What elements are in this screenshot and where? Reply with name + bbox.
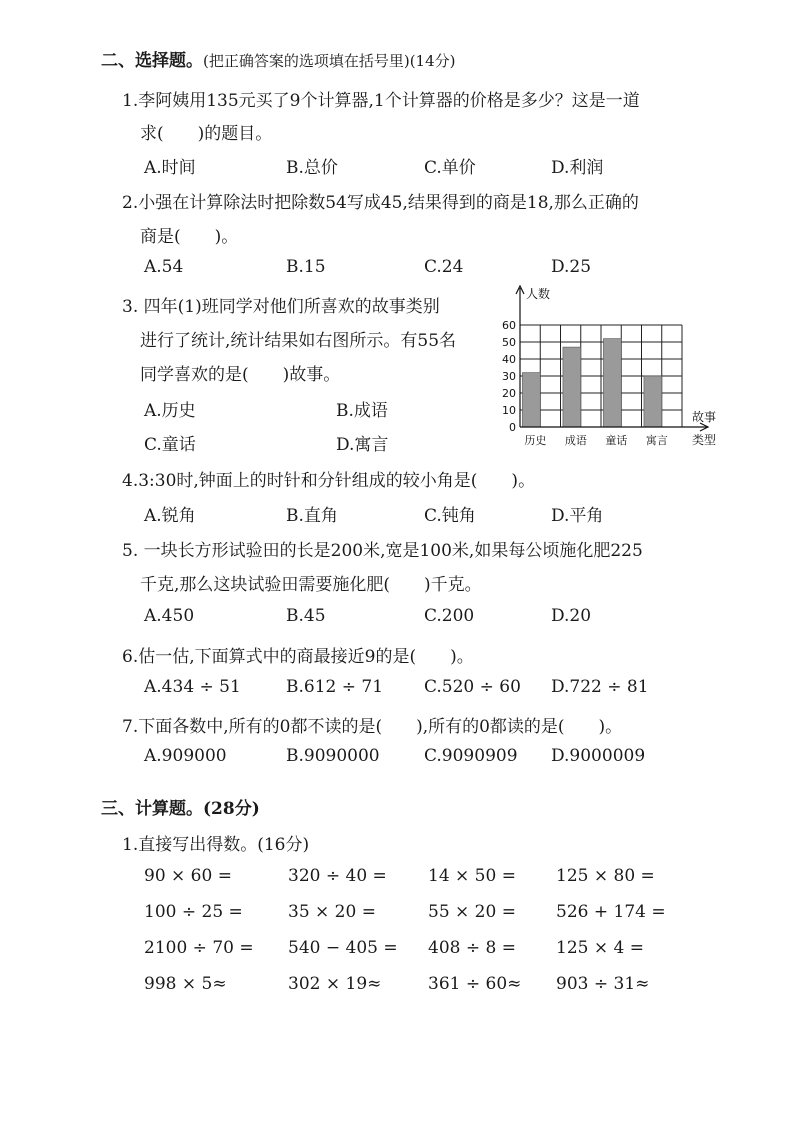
question-2-option-c: C.24 [424, 257, 464, 277]
calc-r2-c4: 526 + 174 = [556, 902, 666, 922]
x-axis-title-line-1: 故事 [692, 410, 717, 424]
calc-r3-c2: 540 − 405 = [288, 938, 398, 958]
y-axis-title: 人数 [526, 287, 551, 301]
calc-r2-c1: 100 ÷ 25 = [144, 902, 243, 922]
question-5-option-a: A.450 [144, 606, 195, 626]
calc-r1-c3: 14 × 50 = [428, 866, 516, 886]
section-two-heading [101, 46, 456, 71]
x-tick-label: 童话 [605, 434, 628, 447]
x-tick-label: 寓言 [645, 434, 668, 447]
question-4-option-c: C.钝角 [424, 506, 476, 526]
y-tick-label: 60 [502, 319, 516, 332]
x-tick-label: 成语 [564, 434, 587, 447]
question-5-option-c: C.200 [424, 606, 475, 626]
question-2-option-d: D.25 [551, 257, 592, 277]
story-preference-bar-chart [486, 280, 722, 456]
question-3-option-c: C.童话 [144, 435, 196, 455]
question-7-option-c: C.9090909 [424, 746, 518, 766]
question-3-option-b: B.成语 [336, 401, 388, 421]
calc-r3-c4: 125 × 4 = [556, 938, 644, 958]
question-6-option-b: B.612 ÷ 71 [286, 677, 384, 697]
calc-r2-c2: 35 × 20 = [288, 902, 376, 922]
question-1-line-1: 1.李阿姨用135元买了9个计算器,1个计算器的价格是多少？这是一道 [122, 91, 640, 111]
bar-3 [603, 339, 621, 427]
question-1-option-b: B.总价 [286, 158, 338, 178]
x-axis-title-line-2: 类型 [692, 433, 717, 447]
y-tick-label: 40 [502, 353, 516, 366]
question-7-line-1: 7.下面各数中,所有的0都不读的是( ),所有的0都读的是( )。 [122, 717, 623, 737]
calc-r3-c1: 2100 ÷ 70 = [144, 938, 254, 958]
calc-r3-c3: 408 ÷ 8 = [428, 938, 516, 958]
question-2-option-b: B.15 [286, 257, 326, 277]
question-4-option-b: B.直角 [286, 506, 338, 526]
calc-r4-c3: 361 ÷ 60≈ [428, 974, 522, 994]
question-5-line-1: 5. 一块长方形试验田的长是200米,宽是100米,如果每公顷施化肥225 [122, 541, 643, 561]
question-7-option-a: A.909000 [144, 746, 227, 766]
question-3-line-2: 进行了统计,统计结果如右图所示。有55名 [140, 331, 457, 351]
question-5-line-2: 千克,那么这块试验田需要施化肥( )千克。 [140, 575, 482, 595]
bar-1 [522, 373, 540, 427]
question-3-line-3: 同学喜欢的是( )故事。 [140, 365, 341, 385]
question-6-option-d: D.722 ÷ 81 [551, 677, 649, 697]
question-1-option-c: C.单价 [424, 158, 476, 178]
question-1-option-a: A.时间 [144, 158, 196, 178]
section-three-subtitle: 1.直接写出得数。(16分) [122, 835, 310, 855]
question-2-line-2: 商是( )。 [140, 227, 239, 247]
question-2-option-a: A.54 [144, 257, 184, 277]
y-tick-label: 50 [502, 336, 516, 349]
calc-r4-c2: 302 × 19≈ [288, 974, 382, 994]
section-two-note: (把正确答案的选项填在括号里)(14分) [203, 52, 456, 70]
calc-r1-c2: 320 ÷ 40 = [288, 866, 387, 886]
y-tick-label: 20 [502, 387, 516, 400]
question-6-line-1: 6.估一估,下面算式中的商最接近9的是( )。 [122, 647, 474, 667]
section-two-title: 二、选择题。 [101, 51, 203, 71]
question-4-option-d: D.平角 [551, 506, 604, 526]
bar-2 [563, 347, 581, 427]
calc-r4-c4: 903 ÷ 31≈ [556, 974, 650, 994]
question-2-line-1: 2.小强在计算除法时把除数54写成45,结果得到的商是18,那么正确的 [122, 193, 639, 213]
calc-r1-c4: 125 × 80 = [556, 866, 655, 886]
question-6-option-c: C.520 ÷ 60 [424, 677, 521, 697]
question-4-line-1: 4.3:30时,钟面上的时针和分针组成的较小角是( )。 [122, 471, 536, 491]
question-3-line-1: 3. 四年(1)班同学对他们所喜欢的故事类别 [122, 297, 440, 317]
y-tick-label: 0 [509, 421, 516, 434]
section-three-title: 三、计算题。(28分) [101, 799, 260, 819]
question-4-option-a: A.锐角 [144, 506, 196, 526]
question-1-line-2: 求( )的题目。 [140, 124, 273, 144]
question-1-option-d: D.利润 [551, 158, 604, 178]
calc-r4-c1: 998 × 5≈ [144, 974, 227, 994]
question-3-option-a: A.历史 [144, 401, 196, 421]
calc-r2-c3: 55 × 20 = [428, 902, 516, 922]
question-7-option-d: D.9000009 [551, 746, 646, 766]
x-tick-label: 历史 [524, 434, 547, 447]
question-5-option-b: B.45 [286, 606, 326, 626]
bar-4 [644, 376, 662, 427]
chart-bars [522, 339, 661, 427]
question-7-option-b: B.9090000 [286, 746, 380, 766]
y-tick-label: 10 [502, 404, 516, 417]
question-5-option-d: D.20 [551, 606, 592, 626]
calc-r1-c1: 90 × 60 = [144, 866, 232, 886]
question-6-option-a: A.434 ÷ 51 [144, 677, 241, 697]
question-3-option-d: D.寓言 [336, 435, 389, 455]
y-tick-label: 30 [502, 370, 516, 383]
